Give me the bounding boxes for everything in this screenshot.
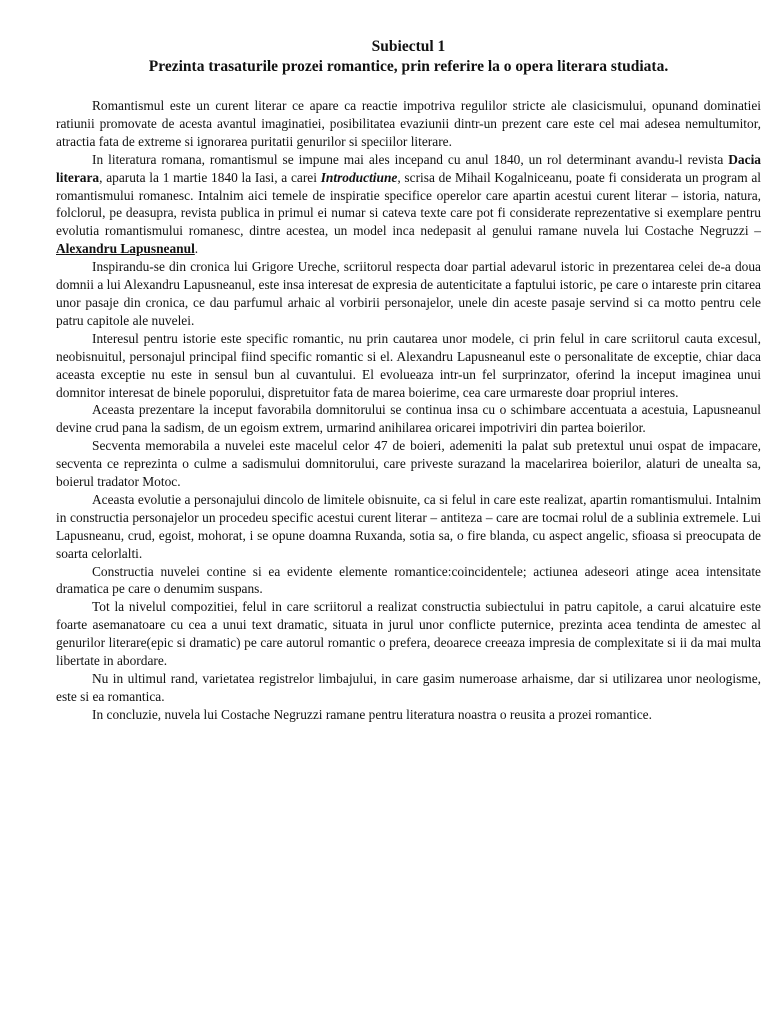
paragraph-2	[56, 151, 761, 258]
document-subtitle: Prezinta trasaturile prozei romantice, prin referire la o opera literara studiata.	[148, 58, 669, 75]
paragraph-2-text-b: , aparuta la 1 martie 1840 la Iasi, a carei	[99, 169, 321, 185]
work-title: Alexandru Lapusneanul	[56, 241, 195, 257]
paragraph-10: Nu in ultimul rand, varietatea registrelor limbajului, in care gasim numeroase arhaisme, dar si utilizarea unor neologisme, este si ea romantica.	[56, 671, 761, 704]
paragraph-7: Aceasta evolutie a personajului dincolo de limitele obisnuite, ca si felul in care este realizat, apartin romantismului. Intalnim in constructia personajelor un procedeu specific acestui curent literar – antiteza – care are tocmai rolul de a sublinia extremele. Lui Lapusneanu, crud, egoist, mohorat, i se opune doamna Ruxanda, sotia sa, o fire blanda, cu aspect angelic, sfioasa si preocupata de soarta celorlalti.	[56, 491, 761, 561]
paragraph-2-text-d: .	[194, 241, 199, 257]
document-body	[56, 97, 761, 724]
introduction-title: Introductiune	[320, 169, 398, 185]
paragraph-9: Tot la nivelul compozitiei, felul in care scriitorul a realizat constructia subiectului in patru capitole, a carui alcatuire este foarte asemanatoare cu cea a unui text dramatic, situata in jurul unor conflicte puternice, prezinta acea tendinta de amestec al genurilor literare(epic si dramatic) pe care autorul romantic o prefera, deoarece creeaza impresia de complexitate si ii da mai multa libertate in abordare.	[56, 599, 761, 669]
document-title: Subiectul 1	[371, 38, 446, 55]
journal-name: Dacia literara	[56, 151, 761, 185]
paragraph-5: Aceasta prezentare la inceput favorabila domnitorului se continua insa cu o schimbare accentuata a acestuia, Lapusneanul devine crud pana la sadism, de un egoism extrem, urmarind anihilarea oricarei impotriviri din partea boierilor.	[56, 402, 761, 436]
paragraph-11: In concluzie, nuvela lui Costache Negruzzi ramane pentru literatura noastra o reusita a prozei romantice.	[92, 706, 652, 722]
paragraph-4: Interesul pentru istorie este specific romantic, nu prin cautarea unor modele, ci prin felul in care scriitorul cauta excesul, neobisnuitul, personajul principal fiind specific romantic si el. Alexandru Lapusneanul este o personalitate de exceptie, chiar daca aceasta exceptie nu este in sensul bun al cuvantului. El evolueaza intr-un fel surprinzator, oferind la inceput imaginea unui domnitor interesat de binele poporului, dispretuitor fata de marea boierime, cea care urmareste doar propriul interes.	[56, 330, 761, 400]
document-page	[56, 38, 761, 724]
paragraph-1: Romantismul este un curent literar ce apare ca reactie impotriva regulilor stricte ale clasicismului, opunand dominatiei ratiunii promovate de acesta avantul imaginatiei, posibilitatea evaziunii dintr-un prezent care este cel mai adesea nemultumitor, atractia fata de extreme si ignorarea puritatii genurilor si speciilor literare.	[56, 98, 761, 149]
paragraph-2-text-a: In literatura romana, romantismul se impune mai ales incepand cu anul 1840, un rol determinant avandu-l revista	[92, 151, 729, 167]
paragraph-6: Secventa memorabila a nuvelei este macelul celor 47 de boieri, ademeniti la palat sub pretextul unui ospat de impacare, secventa ce reprezinta o culme a sadismului domnitorului, care priveste surazand la macelarirea boierilor, alaturi de unealta sa, boierul tradator Motoc.	[56, 438, 761, 490]
paragraph-2-text-c: , scrisa de Mihail Kogalniceanu, poate fi considerata un program al romantismului romanesc. Intalnim aici temele de inspiratie specifice operelor care apartin acestui curent literar – istoria, natura, folclorul, pe deasupra, revista publica in primul ei numar si cateva texte care pot fi considerate reprezentative si exemplare pentru evolutia romantismului romanesc, dintre acestea, un model inca nedepasit al genului ramane nuvela lui Costache Negruzzi –	[56, 169, 761, 239]
paragraph-8: Constructia nuvelei contine si ea evidente elemente romantice:coincidentele; actiunea adeseori atinge acea intensitate dramatica pe care o denumim suspans.	[56, 563, 761, 597]
paragraph-3: Inspirandu-se din cronica lui Grigore Ureche, scriitorul respecta doar partial adevarul istoric in prezentarea celei de-a doua domnii a lui Alexandru Lapusneanul, este insa interesat de expresia de autenticitate a faptului istoric, pe care o intareste prin citarea unor pasaje din cronica, ce dau parfumul arhaic al vorbirii personajelor, unele din aceste pasaje servind si ca motto pentru cele patru capitole ale nuvelei.	[56, 259, 761, 328]
